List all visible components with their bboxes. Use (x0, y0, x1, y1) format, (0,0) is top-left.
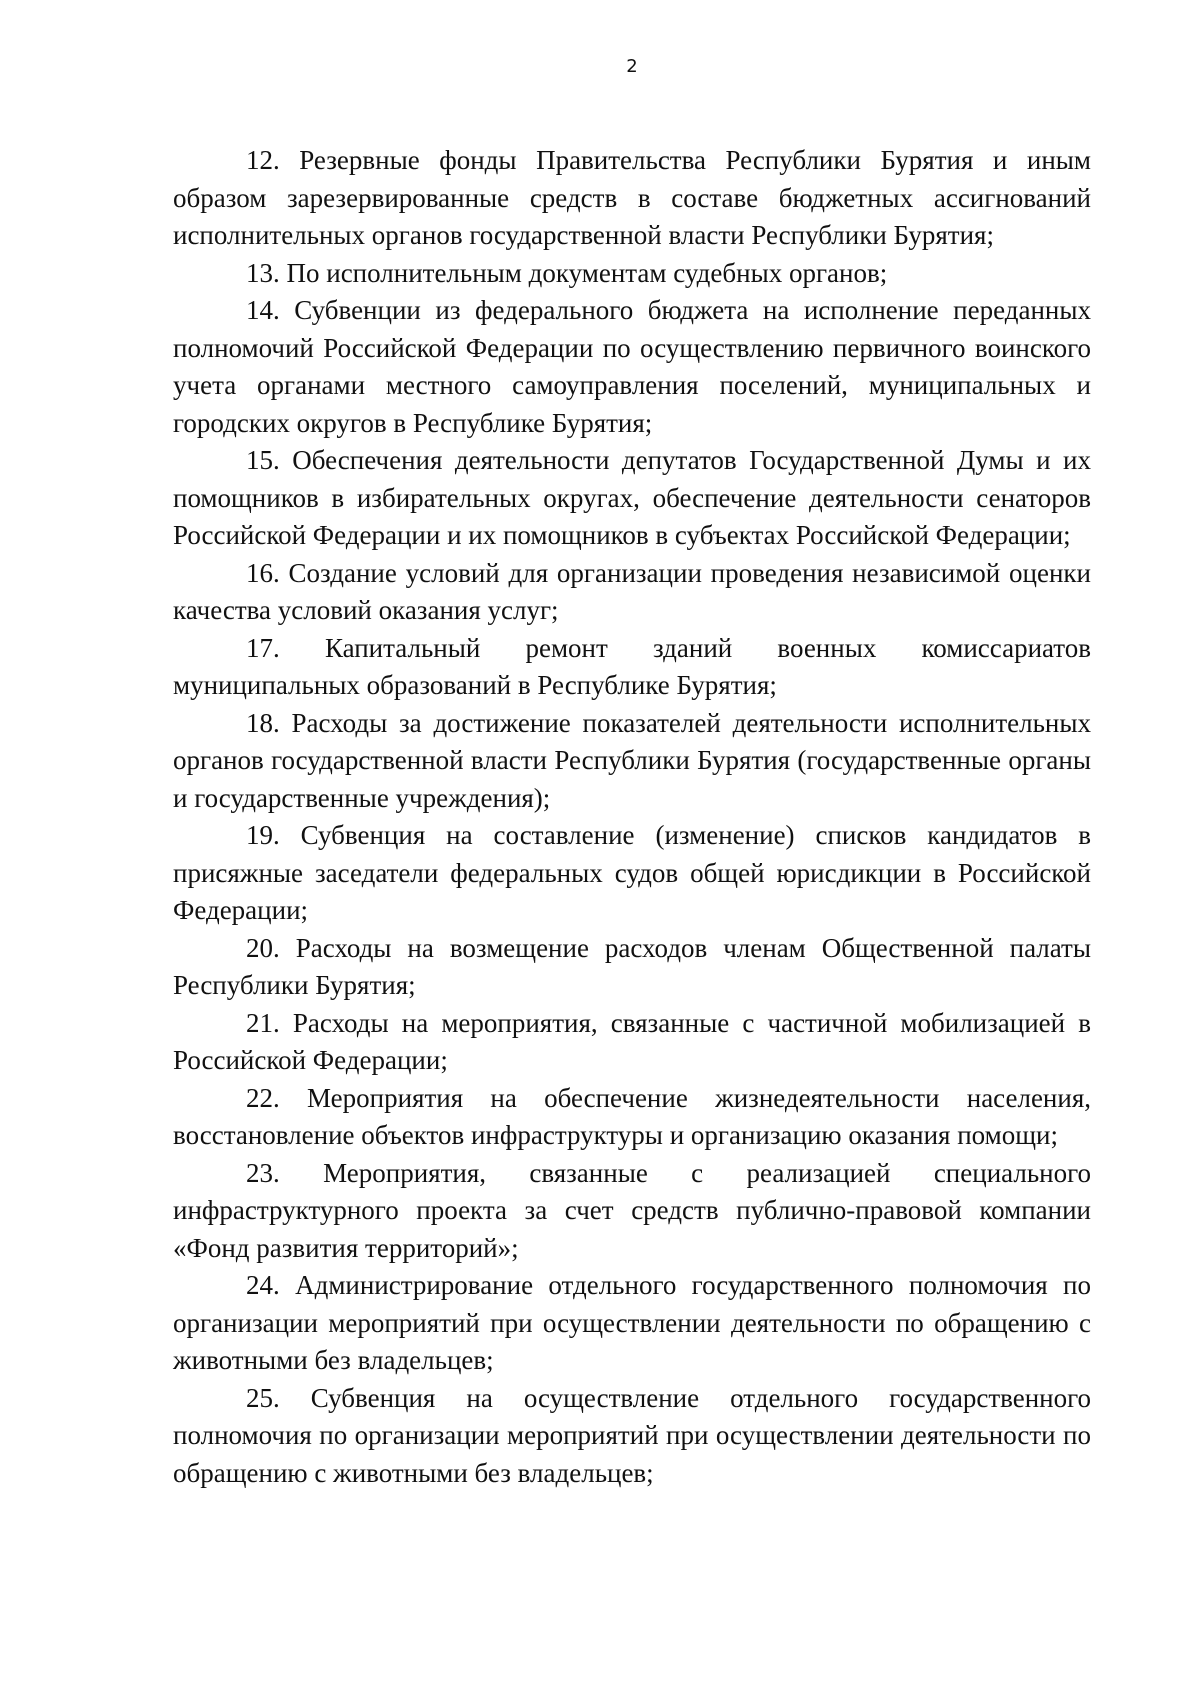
list-item-14: 14. Субвенции из федерального бюджета на исполнение переданных полномочий Российской Федерации по осуществлению первичного воинского учета органами местного самоуправления поселений, муниципальных и городских округов в Республике Бурятия; (173, 295, 1091, 438)
list-item-19: 19. Субвенция на составление (изменение) списков кандидатов в присяжные заседатели федеральных судов общей юрисдикции в Российской Федерации; (173, 820, 1091, 925)
list-item-23: 23. Мероприятия, связанные с реализацией специального инфраструктурного проекта за счет средств публично-правовой компании «Фонд развития территорий»; (173, 1157, 1091, 1263)
list-item-18: 18. Расходы за достижение показателей деятельности исполнительных органов государственной власти Республики Бурятия (государственные органы и государственные учреждения); (173, 707, 1091, 813)
list-item-17: 17. Капитальный ремонт зданий военных комиссариатов муниципальных образований в Республике Бурятия; (173, 632, 1091, 700)
list-item-22: 22. Мероприятия на обеспечение жизнедеятельности населения, восстановление объектов инфраструктуры и организацию оказания помощи; (173, 1082, 1091, 1150)
list-item-25: 25. Субвенция на осуществление отдельного государственного полномочия по организации мероприятий при осуществлении деятельности по обращению с животными без владельцев; (173, 1382, 1091, 1488)
document-body (173, 142, 1091, 1492)
list-item-24: 24. Администрирование отдельного государственного полномочия по организации мероприятий при осуществлении деятельности по обращению с животными без владельцев; (173, 1270, 1091, 1375)
list-item-13: 13. По исполнительным документам судебных органов; (246, 257, 888, 288)
page-number: 2 (626, 56, 638, 77)
list-item-15: 15. Обеспечения деятельности депутатов Государственной Думы и их помощников в избирательных округах, обеспечение деятельности сенаторов Российской Федерации и их помощников в субъектах Российской Федерации; (173, 445, 1091, 550)
list-item-16: 16. Создание условий для организации проведения независимой оценки качества условий оказания услуг; (173, 557, 1091, 625)
list-item-12: 12. Резервные фонды Правительства Республики Бурятия и иным образом зарезервированные средств в составе бюджетных ассигнований исполнительных органов государственной власти Республики Бурятия; (173, 145, 1091, 250)
list-item-20: 20. Расходы на возмещение расходов членам Общественной палаты Республики Бурятия; (173, 932, 1091, 1000)
list-item-21: 21. Расходы на мероприятия, связанные с частичной мобилизацией в Российской Федерации; (173, 1007, 1091, 1075)
